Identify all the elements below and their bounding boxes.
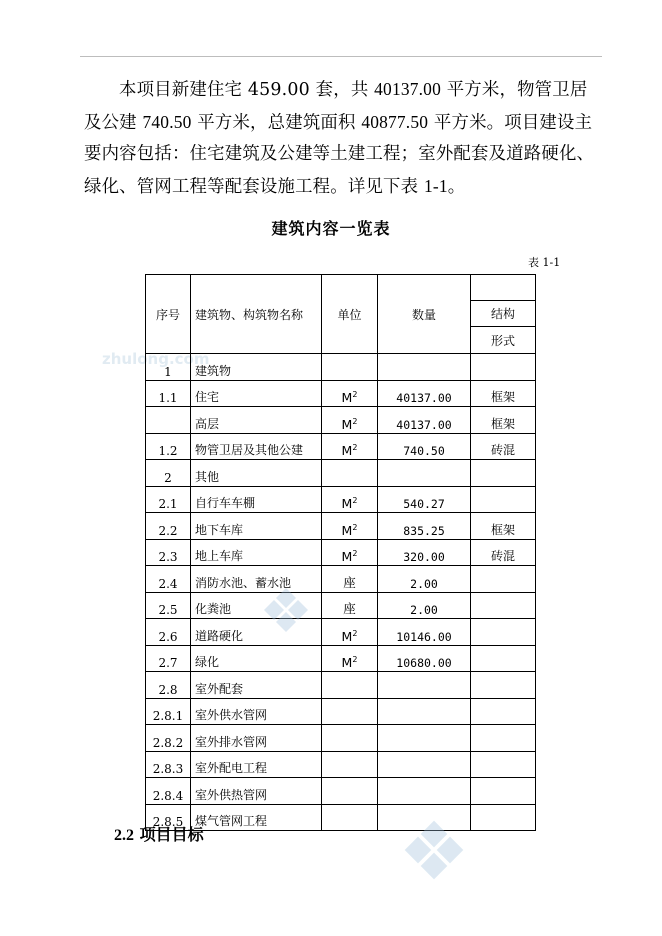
cell-struct: 砖混 [471, 539, 536, 566]
cell-name: 化粪池 [191, 592, 322, 619]
table-row [146, 566, 536, 593]
cell-struct [471, 804, 536, 831]
cell-name: 地上车库 [191, 539, 322, 566]
unit-text: M [341, 628, 353, 644]
header-struct-top: 结构 [471, 301, 535, 327]
watermark-text: zhulong.com [102, 350, 210, 368]
cell-qty: 540.27 [378, 486, 471, 513]
unit-superscript: 2 [352, 522, 358, 532]
cell-qty: 740.50 [378, 433, 471, 460]
cell-qty: 10680.00 [378, 645, 471, 672]
header-struct-blank [471, 275, 535, 301]
cell-unit [322, 380, 378, 407]
table-row [146, 486, 536, 513]
building-content-table [145, 274, 536, 831]
cell-seq: 2.8.4 [146, 778, 191, 805]
table-row [146, 513, 536, 540]
cell-unit [322, 566, 378, 593]
unit-superscript: 2 [352, 628, 358, 638]
unit-text: M [341, 496, 353, 511]
cell-qty [378, 354, 471, 381]
cell-name: 室外配套 [191, 672, 322, 699]
cell-unit [322, 539, 378, 566]
unit-superscript: 2 [352, 655, 358, 664]
cell-name: 建筑物 [191, 354, 322, 381]
cell-struct [471, 619, 536, 646]
cell-unit [322, 751, 378, 778]
watermark-logo-icon-2 [402, 818, 466, 882]
cell-qty: 320.00 [378, 539, 471, 566]
cell-unit [322, 486, 378, 513]
cell-unit [322, 804, 378, 831]
unit-superscript: 2 [352, 549, 358, 558]
header-struct [471, 275, 536, 354]
table-row [146, 460, 536, 487]
cell-struct [471, 751, 536, 778]
cell-seq: 2.8.5 [146, 804, 191, 831]
table-row [146, 380, 536, 407]
cell-name: 煤气管网工程 [191, 804, 322, 831]
cell-struct: 砖混 [471, 433, 536, 460]
cell-struct [471, 698, 536, 725]
cell-struct: 框架 [471, 380, 536, 407]
cell-seq: 2 [146, 460, 191, 487]
cell-name: 地下车库 [191, 513, 322, 540]
cell-name: 室外供热管网 [191, 778, 322, 805]
cell-seq: 2.8 [146, 672, 191, 699]
table-row [146, 778, 536, 805]
cell-unit [322, 433, 378, 460]
unit-text: M [341, 416, 353, 432]
header-unit: 单位 [322, 275, 378, 354]
cell-seq: 2.5 [146, 592, 191, 619]
unit-text: 座 [343, 574, 356, 590]
cell-unit [322, 672, 378, 699]
cell-seq: 2.8.1 [146, 698, 191, 725]
cell-struct [471, 725, 536, 752]
cell-name: 室外配电工程 [191, 751, 322, 778]
section-title: 项目目标 [134, 825, 204, 844]
cell-unit [322, 725, 378, 752]
cell-seq: 1.1 [146, 380, 191, 407]
unit-superscript: 2 [352, 390, 358, 399]
cell-name: 住宅 [191, 380, 322, 407]
header-rule [80, 56, 602, 57]
unit-superscript: 2 [352, 416, 358, 426]
cell-qty: 2.00 [378, 566, 471, 593]
cell-seq: 2.4 [146, 566, 191, 593]
table-header-row [146, 275, 536, 354]
table-row [146, 645, 536, 672]
cell-name: 其他 [191, 460, 322, 487]
cell-unit [322, 460, 378, 487]
cell-struct [471, 778, 536, 805]
cell-name: 道路硬化 [191, 619, 322, 646]
cell-seq: 2.2 [146, 513, 191, 540]
cell-qty [378, 672, 471, 699]
cell-struct [471, 566, 536, 593]
table-row [146, 539, 536, 566]
cell-qty [378, 751, 471, 778]
unit-text: M [341, 522, 353, 538]
cell-seq: 1 [146, 354, 191, 381]
cell-qty [378, 698, 471, 725]
cell-seq: 2.6 [146, 619, 191, 646]
unit-text: M [341, 549, 353, 564]
cell-qty [378, 778, 471, 805]
table-row [146, 725, 536, 752]
cell-qty [378, 725, 471, 752]
cell-name: 高层 [191, 407, 322, 434]
cell-seq: 2.7 [146, 645, 191, 672]
cell-seq: 2.3 [146, 539, 191, 566]
cell-qty [378, 460, 471, 487]
unit-text: M [341, 655, 353, 670]
cell-name: 室外排水管网 [191, 725, 322, 752]
cell-qty: 10146.00 [378, 619, 471, 646]
cell-unit [322, 698, 378, 725]
cell-struct [471, 486, 536, 513]
unit-superscript: 2 [352, 443, 358, 452]
cell-qty: 2.00 [378, 592, 471, 619]
header-struct-bottom: 形式 [490, 333, 515, 348]
cell-unit [322, 354, 378, 381]
header-qty: 数量 [378, 275, 471, 354]
cell-struct [471, 354, 536, 381]
cell-unit [322, 778, 378, 805]
table-row [146, 592, 536, 619]
cell-struct [471, 645, 536, 672]
header-seq: 序号 [146, 275, 191, 354]
unit-text: M [341, 443, 353, 458]
table-title: 建筑内容一览表 [271, 219, 391, 238]
section-number: 2.2 [114, 827, 134, 844]
table-row [146, 433, 536, 460]
table-row [146, 804, 536, 831]
cell-name: 物管卫居及其他公建 [191, 433, 322, 460]
cell-struct [471, 672, 536, 699]
cell-struct: 框架 [471, 513, 536, 540]
unit-text: 座 [343, 601, 356, 616]
cell-qty: 40137.00 [378, 407, 471, 434]
table-row [146, 672, 536, 699]
table-row [146, 354, 536, 381]
table-body [146, 354, 536, 831]
cell-unit [322, 619, 378, 646]
unit-text: M [341, 390, 353, 405]
table-row [146, 407, 536, 434]
table-row [146, 698, 536, 725]
table-row [146, 619, 536, 646]
cell-name: 绿化 [191, 645, 322, 672]
cell-unit [322, 513, 378, 540]
cell-struct [471, 460, 536, 487]
header-name: 建筑物、构筑物名称 [191, 275, 322, 354]
cell-unit [322, 645, 378, 672]
cell-seq [146, 407, 191, 434]
cell-seq: 2.1 [146, 486, 191, 513]
cell-name: 消防水池、蓄水池 [191, 566, 322, 593]
cell-struct: 框架 [471, 407, 536, 434]
cell-unit [322, 407, 378, 434]
cell-seq: 2.8.2 [146, 725, 191, 752]
cell-qty: 835.25 [378, 513, 471, 540]
table-row [146, 751, 536, 778]
cell-unit [322, 592, 378, 619]
cell-name: 室外供水管网 [191, 698, 322, 725]
cell-struct [471, 592, 536, 619]
table-number: 表 1-1 [528, 256, 561, 269]
section-heading [114, 822, 204, 845]
cell-seq: 1.2 [146, 433, 191, 460]
cell-qty: 40137.00 [378, 380, 471, 407]
cell-name: 自行车车棚 [191, 486, 322, 513]
intro-paragraph: 本项目新建住宅 459.00 套，共 40137.00 平方米，物管卫居及公建 740.50 平方米，总建筑面积 40877.50 平方米。项目建设主要内容包括：住宅建筑及公建等土建工程；室外配套及道路硬化、绿化、管网工程等配套设施工程。详见下表 1-1。 [84, 79, 595, 197]
unit-superscript: 2 [352, 496, 358, 505]
watermark-logo-icon [262, 586, 310, 634]
cell-seq: 2.8.3 [146, 751, 191, 778]
